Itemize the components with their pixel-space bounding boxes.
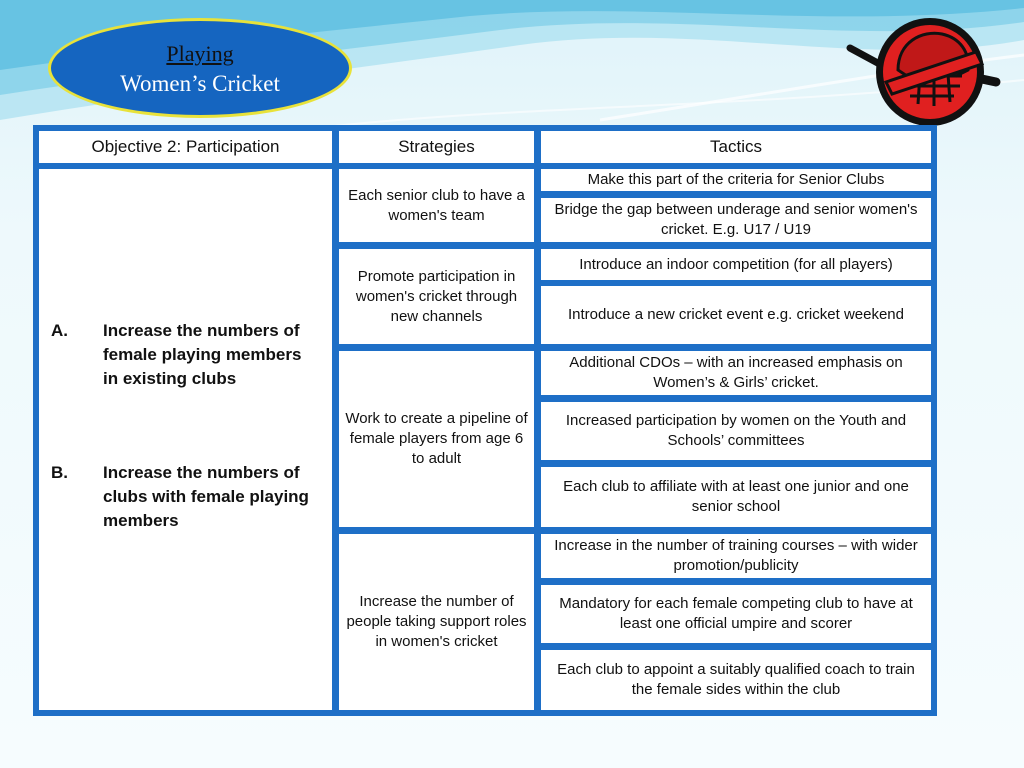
objective-marker: B.	[51, 463, 68, 482]
tactic-cell: Introduce a new cricket event e.g. cricket weekend	[541, 286, 931, 344]
objectives-cell	[39, 169, 332, 710]
cricket-helmet-bat-logo-icon	[846, 12, 1006, 134]
objective-text: Increase the numbers of clubs with female playing members	[103, 463, 309, 530]
strategy-cell: Work to create a pipeline of female players from age 6 to adult	[339, 351, 534, 527]
strategy-cell: Increase the number of people taking support roles in women's cricket	[339, 534, 534, 710]
tactic-cell: Each club to appoint a suitably qualified coach to train the female sides within the club	[541, 650, 931, 710]
tactic-cell: Increase in the number of training courses – with wider promotion/publicity	[541, 534, 931, 578]
strategy-cell: Promote participation in women's cricket through new channels	[339, 249, 534, 344]
header-objective: Objective 2: Participation	[39, 131, 332, 163]
objective-item-b	[51, 461, 321, 533]
tactic-cell: Increased participation by women on the Youth and Schools’ committees	[541, 402, 931, 460]
tactic-cell: Mandatory for each female competing club to have at least one official umpire and scorer	[541, 585, 931, 643]
objective-item-a	[51, 319, 321, 391]
title-oval	[48, 18, 352, 118]
participation-table	[33, 125, 937, 716]
tactic-cell: Additional CDOs – with an increased emphasis on Women’s & Girls’ cricket.	[541, 351, 931, 395]
tactic-cell: Make this part of the criteria for Senior Clubs	[541, 169, 931, 191]
header-tactics: Tactics	[541, 131, 931, 163]
objective-text: Increase the numbers of female playing members in existing clubs	[103, 321, 302, 388]
strategy-cell: Each senior club to have a women's team	[339, 169, 534, 242]
tactic-cell: Introduce an indoor competition (for all players)	[541, 249, 931, 280]
objectives-list	[51, 319, 321, 533]
title-line1: Playing	[166, 41, 234, 66]
tactic-cell: Bridge the gap between underage and senior women's cricket. E.g. U17 / U19	[541, 198, 931, 242]
objective-marker: A.	[51, 321, 68, 340]
header-strategies: Strategies	[339, 131, 534, 163]
title-line2: Women’s Cricket	[120, 71, 280, 96]
tactic-cell: Each club to affiliate with at least one junior and one senior school	[541, 467, 931, 527]
